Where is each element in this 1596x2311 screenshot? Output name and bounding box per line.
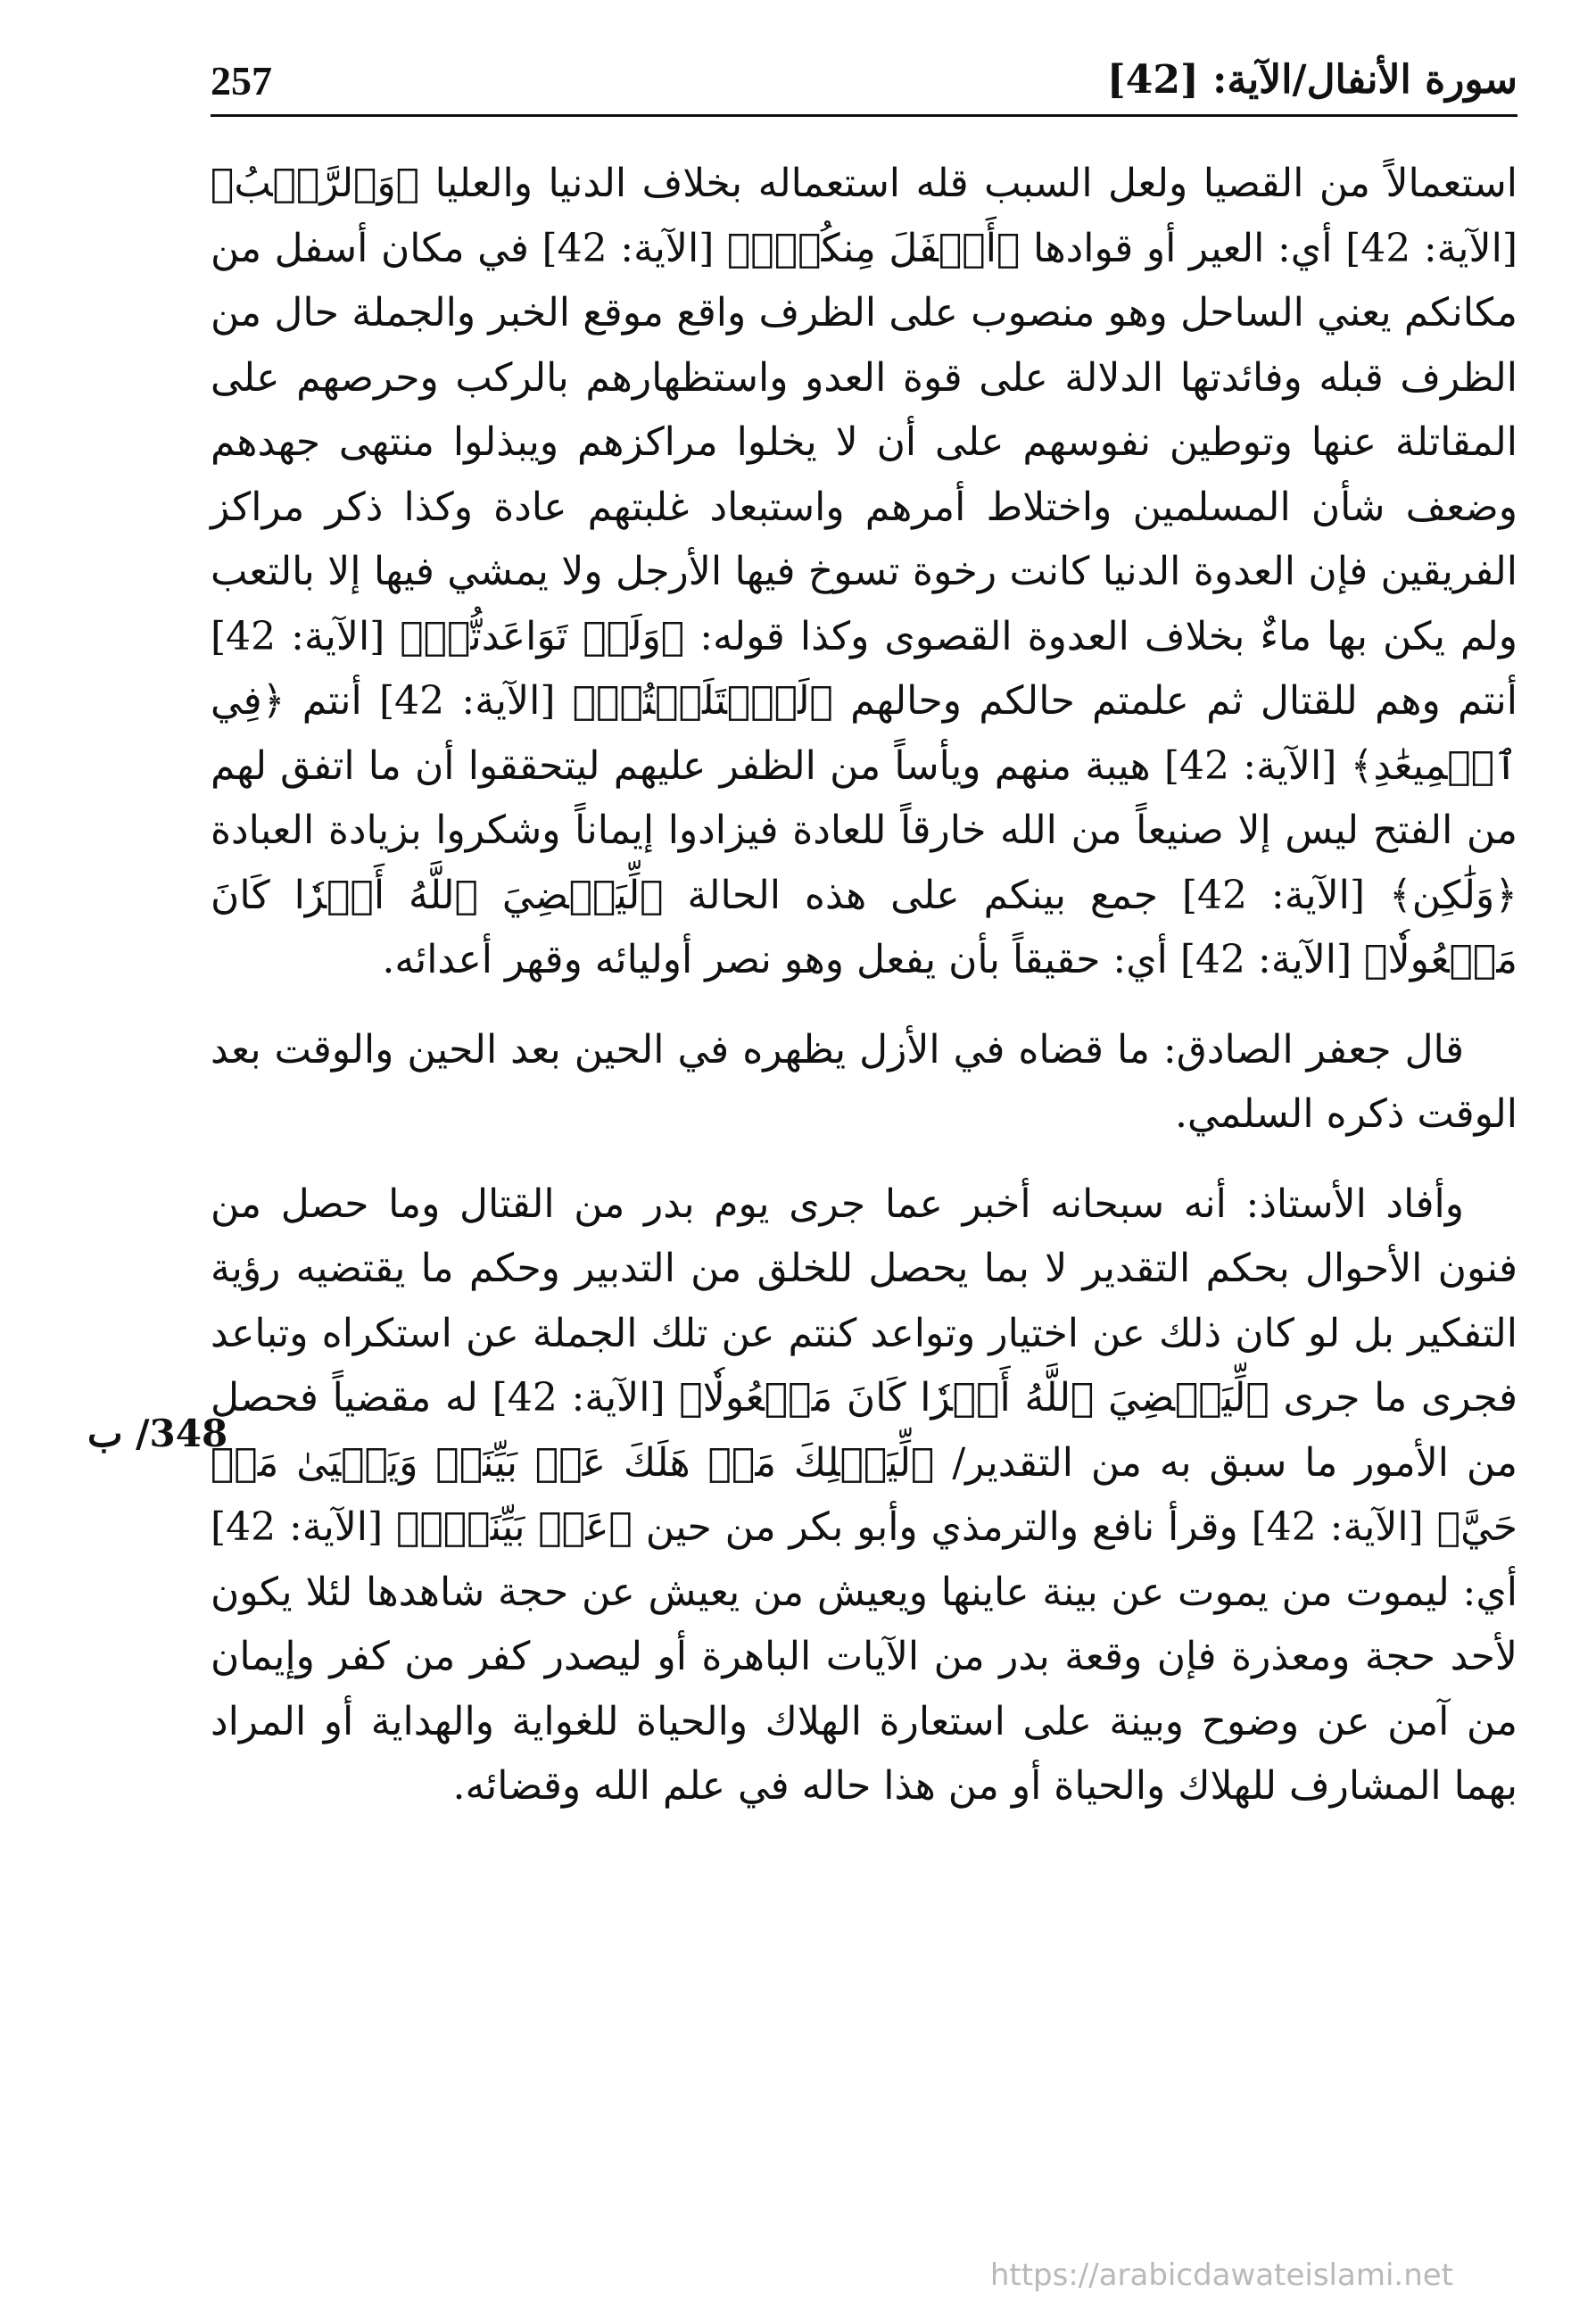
header-divider <box>211 114 1517 117</box>
running-title: سورة الأنفال/الآية: [42] <box>1106 57 1517 103</box>
paragraph-ustadh: وأفاد الأستاذ: أنه سبحانه أخبر عما جرى يوم بدر من القتال وما حصل من فنون الأحوال بحكم التقدير لا بما يحصل للخلق من التدبير وحكم ما يقتضيه رؤية التفكير بل لو كان ذلك عن اختيار وتواعد كنتم عن تلك الجملة عن استكراه وتباعد فجرى ما جرى ﴿لِّيَقۡضِيَ ٱللَّهُ أَمۡرٗا كَانَ مَفۡعُولٗا﴾ [الآية: 42] له مقضياً فحصل من الأمور ما سبق به من التقدير/ ﴿لِّيَهۡلِكَ مَنۡ هَلَكَ عَنۢ بَيِّنَةٖ وَيَحۡيَىٰ مَنۡ حَيَّ﴾ [الآية: 42] وقرأ نافع والترمذي وأبو بكر من حين ﴿عَنۢ بَيِّنَةٖۗ﴾ [الآية: 42] أي: ليموت من يموت عن بينة عاينها ويعيش من يعيش عن حجة شاهدها لئلا يكون لأحد حجة ومعذرة فإن وقعة بدر من الآيات الباهرة أو ليصدر كفر من كفر وإيمان من آمن عن وضوح وبينة على استعارة الهلاك والحياة للغواية والهداية أو المراد بهما المشارف للهلاك والحياة أو من هذا حاله في علم الله وقضائه. <box>211 1180 1517 1809</box>
paragraph-jafar-quote: قال جعفر الصادق: ما قضاه في الأزل يظهره في الحين بعد الحين والوقت بعد الوقت ذكره السلمي. <box>211 1026 1517 1137</box>
paragraph-commentary: استعمالاً من القصيا ولعل السبب قله استعماله بخلاف الدنيا والعليا ﴿وَٱلرَّكۡبُ﴾ [الآية: 42] أي: العير أو قوادها ﴿أَسۡفَلَ مِنكُمۡۚ﴾ [الآية: 42] في مكان أسفل من مكانكم يعني الساحل وهو منصوب على الظرف واقع موقع الخبر والجملة حال من الظرف قبله وفائدتها الدلالة على قوة العدو واستظهارهم بالركب وحرصهم على المقاتلة عنها وتوطين نفوسهم على أن لا يخلوا مراكزهم ويبذلوا منتهى جهدهم وضعف شأن المسلمين واختلاط أمرهم واستبعاد غلبتهم عادة وكذا ذكر مراكز الفريقين فإن العدوة الدنيا كانت رخوة تسوخ فيها الأرجل ولا يمشي فيها إلا بالتعب ولم يكن بها ماءٌ بخلاف العدوة القصوى وكذا قوله: ﴿وَلَوۡ تَوَاعَدتُّمۡ﴾ [الآية: 42] أنتم وهم للقتال ثم علمتم حالكم وحالهم ﴿لَٱخۡتَلَفۡتُمۡ﴾ [الآية: 42] أنتم ﴿فِي ٱلۡمِيعَٰدِ﴾ [الآية: 42] هيبة منهم ويأساً من الظفر عليهم ليتحققوا أن ما اتفق لهم من الفتح ليس إلا صنيعاً من الله خارقاً للعادة فيزادوا إيماناً وشكروا بزيادة العبادة ﴿وَلَٰكِن﴾ [الآية: 42] جمع بينكم على هذه الحالة ﴿لِّيَقۡضِيَ ٱللَّهُ أَمۡرٗا كَانَ مَفۡعُولٗا﴾ [الآية: 42] أي: حقيقاً بأن يفعل وهو نصر أوليائه وقهر أعدائه. <box>211 161 1518 982</box>
watermark-url: https://arabicdawateislami.net <box>989 2257 1453 2293</box>
page-header <box>211 52 1517 114</box>
page-body <box>211 152 1517 1819</box>
page-number: 257 <box>211 58 272 104</box>
manuscript-folio-note: 348/ ب <box>87 1412 228 1455</box>
